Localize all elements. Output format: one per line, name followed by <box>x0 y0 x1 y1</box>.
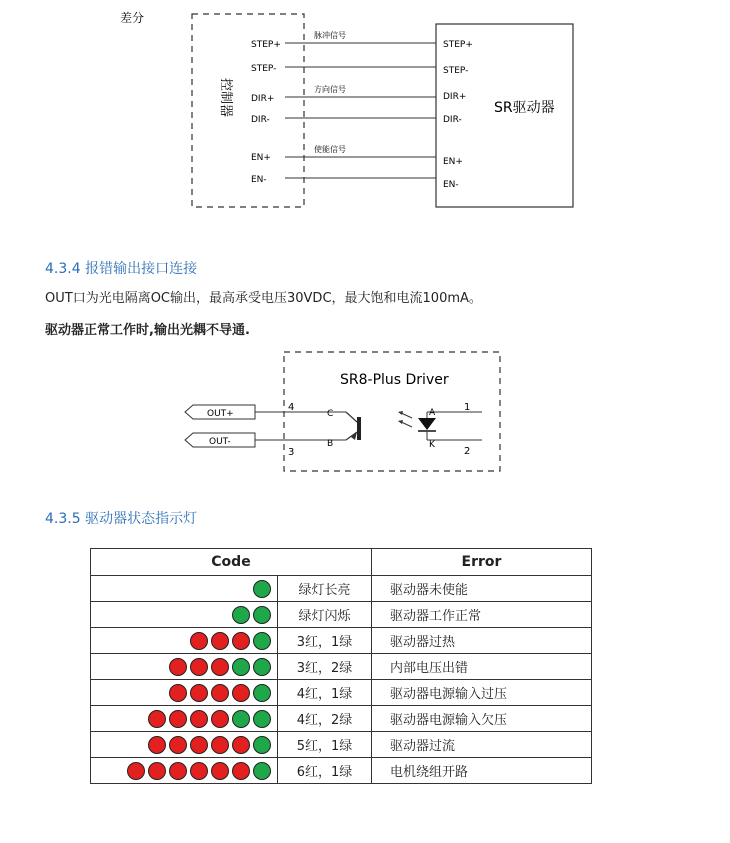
right-pin-step-plus: STEP+ <box>443 40 473 50</box>
pin-4-label: 4 <box>288 402 295 413</box>
red-led-icon <box>211 710 229 728</box>
error-cell: 驱动器过流 <box>372 732 592 758</box>
led-indicator-cell <box>91 680 278 706</box>
right-pin-dir-plus: DIR+ <box>443 92 467 102</box>
out-minus-label: OUT- <box>209 437 231 447</box>
table-row <box>91 680 592 706</box>
left-pin-dir-minus: DIR- <box>251 115 270 125</box>
table-row <box>91 602 592 628</box>
left-pin-en-plus: EN+ <box>251 153 271 163</box>
cathode-label: K <box>429 440 435 450</box>
error-cell: 驱动器电源输入欠压 <box>372 706 592 732</box>
red-led-icon <box>232 736 250 754</box>
left-pin-step-plus: STEP+ <box>251 40 281 50</box>
signal-enable-label: 使能信号 <box>314 145 346 154</box>
code-cell: 5红，1绿 <box>278 732 372 758</box>
signal-direction-label: 方向信号 <box>314 85 346 94</box>
red-led-icon <box>148 710 166 728</box>
green-led-icon <box>253 606 271 624</box>
green-led-icon <box>253 658 271 676</box>
pin-1-label: 1 <box>464 402 471 413</box>
green-led-icon <box>253 710 271 728</box>
red-led-icon <box>190 710 208 728</box>
red-led-icon <box>169 762 187 780</box>
table-row <box>91 706 592 732</box>
code-cell: 4红，1绿 <box>278 680 372 706</box>
section-434-heading: 4.3.4 报错输出接口连接 <box>45 261 198 277</box>
table-row <box>91 576 592 602</box>
table-row <box>91 758 592 784</box>
signal-pulse-label: 脉冲信号 <box>314 31 346 40</box>
led-diode-symbol <box>418 412 482 440</box>
right-pin-en-plus: EN+ <box>443 157 463 167</box>
opto-title: SR8-Plus Driver <box>340 372 449 388</box>
code-header: Code <box>91 549 372 576</box>
red-led-icon <box>148 762 166 780</box>
red-led-icon <box>169 658 187 676</box>
green-led-icon <box>232 606 250 624</box>
error-cell: 驱动器过热 <box>372 628 592 654</box>
led-indicator-cell <box>91 706 278 732</box>
green-led-icon <box>253 762 271 780</box>
red-led-icon <box>190 658 208 676</box>
led-indicator-cell <box>91 732 278 758</box>
led-indicator-cell <box>91 576 278 602</box>
led-status-table <box>90 548 592 784</box>
red-led-icon <box>232 632 250 650</box>
code-cell: 6红，1绿 <box>278 758 372 784</box>
pin-3-label: 3 <box>288 447 295 458</box>
code-cell: 3红，2绿 <box>278 654 372 680</box>
code-cell: 绿灯闪烁 <box>278 602 372 628</box>
table-row <box>91 654 592 680</box>
table-row <box>91 628 592 654</box>
red-led-icon <box>190 736 208 754</box>
led-indicator-cell <box>91 628 278 654</box>
table-row <box>91 732 592 758</box>
driver-label: SR驱动器 <box>494 100 555 116</box>
red-led-icon <box>169 684 187 702</box>
led-indicator-cell <box>91 602 278 628</box>
red-led-icon <box>190 632 208 650</box>
light-arrows-icon <box>398 411 412 427</box>
red-led-icon <box>211 762 229 780</box>
led-indicator-cell <box>91 654 278 680</box>
led-table-body <box>91 576 592 784</box>
red-led-icon <box>211 658 229 676</box>
error-header: Error <box>372 549 592 576</box>
green-led-icon <box>253 684 271 702</box>
left-pin-step-minus: STEP- <box>251 64 277 74</box>
red-led-icon <box>148 736 166 754</box>
red-led-icon <box>169 710 187 728</box>
section-434-line2: 驱动器正常工作时,输出光耦不导通. <box>45 323 250 338</box>
anode-label: A <box>429 408 436 418</box>
section-434-line1: OUT口为光电隔离OC输出，最高承受电压30VDC，最大饱和电流100mA。 <box>45 291 482 306</box>
error-cell: 驱动器工作正常 <box>372 602 592 628</box>
red-led-icon <box>232 684 250 702</box>
code-cell: 绿灯长亮 <box>278 576 372 602</box>
controller-label: 控制器 <box>218 78 233 118</box>
right-pin-dir-minus: DIR- <box>443 115 462 125</box>
red-led-icon <box>169 736 187 754</box>
error-cell: 电机绕组开路 <box>372 758 592 784</box>
collector-label: C <box>327 409 334 419</box>
red-led-icon <box>211 684 229 702</box>
led-indicator-cell <box>91 758 278 784</box>
red-led-icon <box>211 736 229 754</box>
left-pin-dir-plus: DIR+ <box>251 94 275 104</box>
red-led-icon <box>127 762 145 780</box>
red-led-icon <box>232 762 250 780</box>
left-pin-en-minus: EN- <box>251 175 267 185</box>
code-cell: 3红，1绿 <box>278 628 372 654</box>
table-header-row <box>91 549 592 576</box>
error-cell: 内部电压出错 <box>372 654 592 680</box>
right-pin-en-minus: EN- <box>443 180 459 190</box>
red-led-icon <box>211 632 229 650</box>
mode-label: 差分 <box>120 11 145 25</box>
green-led-icon <box>253 736 271 754</box>
green-led-icon <box>232 710 250 728</box>
base-label: B <box>327 439 334 449</box>
red-led-icon <box>190 684 208 702</box>
red-led-icon <box>190 762 208 780</box>
green-led-icon <box>232 658 250 676</box>
error-cell: 驱动器未使能 <box>372 576 592 602</box>
pin-2-label: 2 <box>464 446 471 457</box>
section-435-heading: 4.3.5 驱动器状态指示灯 <box>45 511 198 527</box>
green-led-icon <box>253 580 271 598</box>
out-plus-label: OUT+ <box>207 409 234 419</box>
green-led-icon <box>253 632 271 650</box>
right-pin-step-minus: STEP- <box>443 66 469 76</box>
phototransistor-symbol <box>346 412 359 440</box>
error-cell: 驱动器电源输入过压 <box>372 680 592 706</box>
code-cell: 4红，2绿 <box>278 706 372 732</box>
